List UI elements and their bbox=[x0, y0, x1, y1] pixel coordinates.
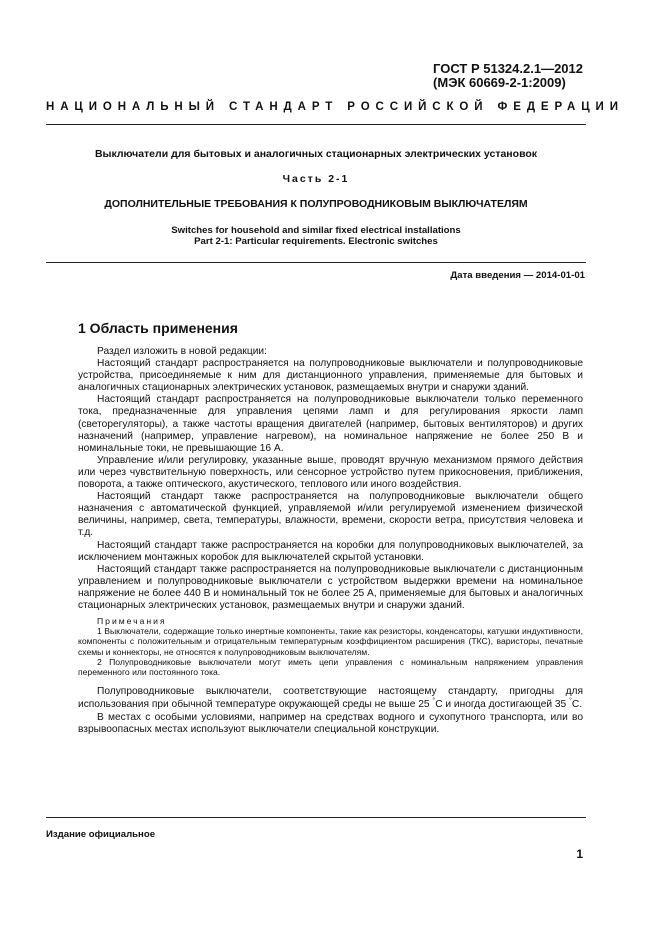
paragraph: Раздел изложить в новой редакции: bbox=[97, 346, 267, 357]
degree-sign: ° bbox=[569, 697, 572, 705]
paragraph: Настоящий стандарт также распространяется на коробки для полупроводниковых выключателей, за исключением монтажных коробок для выключателей скрытой установки. bbox=[78, 539, 583, 563]
paragraph: Настоящий стандарт распространяется на полупроводниковые выключатели и полупроводниковые устройства, присоединяемые к ним для дистанционного управления, применяемые для бытовых и аналогичных стационарных электрических установок, размещаемых внутри и снаружи зданий. bbox=[78, 358, 583, 394]
title-en-sub: Part 2-1: Particular requirements. Electronic switches bbox=[194, 236, 438, 247]
temp-text-1: Полупроводниковые выключатели, соответствующие настоящему стандарту, пригодны для использования при обычной температуре окружающей среды не выше 25 bbox=[78, 686, 583, 710]
title-ru: Выключатели для бытовых и аналогичных стационарных электрических установок bbox=[94, 148, 538, 160]
paragraph: В местах с особыми условиями, например на средствах водного и сухопутного транспорта, или во взрывоопасных местах используют выключатели специальной конструкции. bbox=[78, 711, 583, 736]
paragraph: Настоящий стандарт распространяется на полупроводниковые выключатели только переменного тока, предназначенные для управления цепями ламп и для регулирования яркости ламп (светорегуляторы), а также частоты вращения двигателей (например, бытовых вентиляторов) и других назначений (например, управление нагревом), на номинальное напряжение не более 250 В и номинальные токи, не превышающие 16 А. bbox=[78, 394, 583, 454]
title-part: Часть 2-1 bbox=[282, 173, 350, 185]
title-divider bbox=[46, 262, 586, 263]
effective-date: Дата введения — 2014-01-01 bbox=[450, 270, 585, 281]
national-standard-banner: НАЦИОНАЛЬНЫЙ СТАНДАРТ РОССИЙСКОЙ ФЕДЕРАЦИИ bbox=[46, 101, 624, 113]
page-number: 1 bbox=[576, 847, 583, 861]
degree-sign: ° bbox=[432, 697, 436, 705]
title-en-main: Switches for household and similar fixed electrical installations bbox=[171, 225, 461, 236]
notes-block bbox=[78, 616, 583, 677]
temp-text-3: С. bbox=[571, 698, 583, 710]
edition-label: Издание официальное bbox=[46, 829, 156, 840]
temp-text-2: С и иногда достигающей 35 bbox=[435, 698, 570, 710]
paragraph: Настоящий стандарт также распространяется на полупроводниковые выключатели с дистанционным управлением и полупроводниковые выключатели с устройством выдержки времени на номинальное напряжение не более 440 В и номинальный ток не более 25 А, применяемые для бытовых и аналогичных стационарных электрических установок, размещаемых внутри и снаружи зданий. bbox=[78, 563, 583, 611]
section-heading: 1 Область применения bbox=[78, 320, 238, 336]
iec-reference: (МЭК 60669-2-1:2009) bbox=[433, 75, 566, 90]
paragraph: Настоящий стандарт также распространяется на полупроводниковые выключатели общего назначения с автоматической функцией, управляемой и/или регулируемой изменением физической величины, например, света, температуры, влажности, времени, скорости ветра, присутствия человека и т.д. bbox=[78, 491, 583, 539]
note-item: 2 Полупроводниковые выключатели могут иметь цепи управления с номинальным напряжением управления переменного или постоянного тока. bbox=[78, 656, 583, 678]
header-divider bbox=[46, 124, 586, 125]
footer-divider bbox=[46, 817, 586, 818]
gost-number: ГОСТ Р 51324.2.1—2012 bbox=[433, 61, 583, 76]
note-item: 1 Выключатели, содержащие только инертные компоненты, такие как резисторы, конденсаторы, катушки индуктивности, компоненты с положительным и отрицательным температурным коэффициентом расширения (ТКС), варисторы, печатные схемы и коннекторы, не относятся к полупроводниковым выключателям. bbox=[78, 626, 583, 657]
temperature-paragraph bbox=[78, 686, 583, 711]
closing-paragraphs bbox=[78, 686, 583, 737]
notes-heading: Примечания bbox=[97, 616, 167, 627]
paragraph: Управление и/или регулировку, указанные выше, проводят вручную механизмом прямого действия или через чувствительную поверхность, или сенсорное устройство путем прикосновения, приближения, поворота, а также оптического, акустического, теплового или иного воздействия. bbox=[78, 454, 583, 491]
title-en bbox=[46, 225, 586, 247]
gost-designation bbox=[433, 62, 583, 90]
section-body bbox=[78, 346, 583, 737]
title-ru-sub: ДОПОЛНИТЕЛЬНЫЕ ТРЕБОВАНИЯ К ПОЛУПРОВОДНИКОВЫМ ВЫКЛЮЧАТЕЛЯМ bbox=[104, 198, 528, 210]
